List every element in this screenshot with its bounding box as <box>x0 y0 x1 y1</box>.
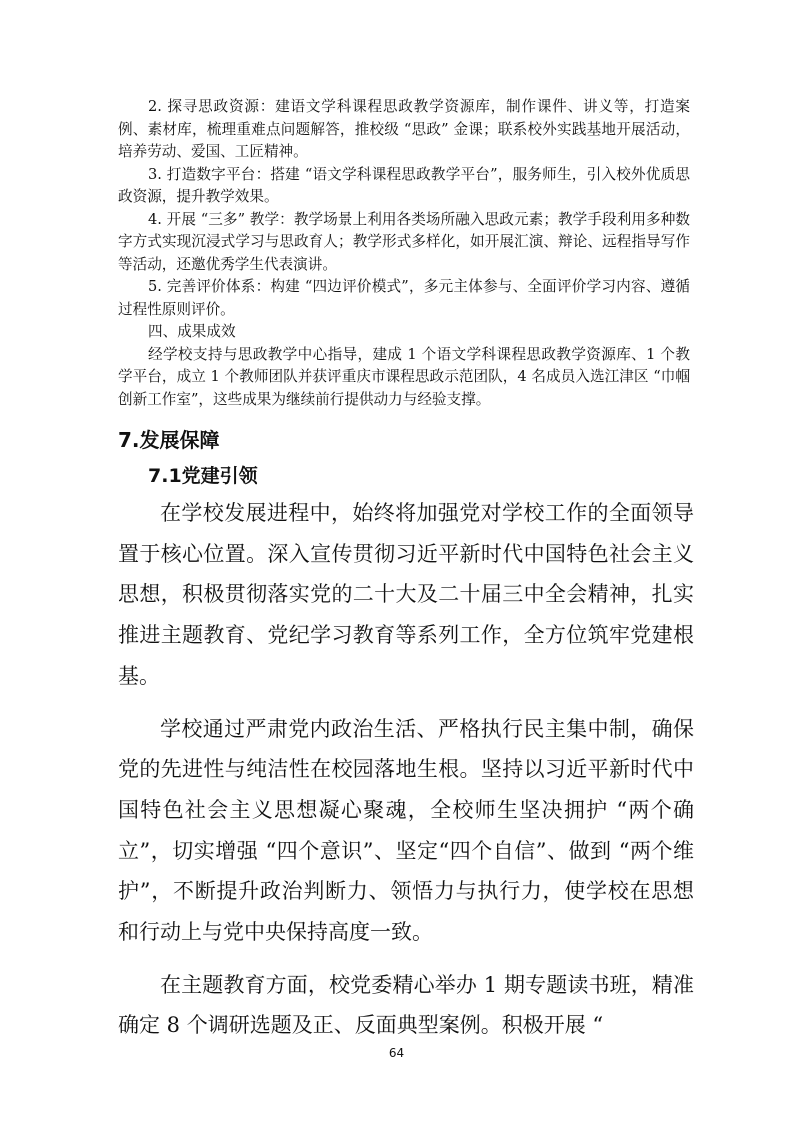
item-4-text: 4. 开展 “三多” 教学：教学场景上利用各类场所融入思政元素；教学手段利用多种数字方式实现沉浸式学习与思政育人；教学形式多样化，如开展汇演、辩论、远程指导写作等活动，还邀优秀学生代表演讲。 <box>118 210 690 273</box>
small-text-block <box>118 96 690 411</box>
page-number: 64 <box>388 1046 405 1060</box>
item-2-text: 2. 探寻思政资源：建语文学科课程思政教学资源库，制作课件、讲义等，打造案例、素材库，梳理重难点问题解答，推校级 “思政” 金课；联系校外实践基地开展活动，培养劳动、爱国、工匠精神。 <box>118 98 690 160</box>
body-paragraph-2: 学校通过严肃党内政治生活、严格执行民主集中制，确保党的先进性与纯洁性在校园落地生根。坚持以习近平新时代中国特色社会主义思想凝心聚魂，全校师生坚决拥护 “两个确立”，切实增强 “四个意识”、坚定“四个自信”、做到 “两个维护”，不断提升政治判断力、领悟力与执行力，使学校在思想和行动上与党中央保持高度一致。 <box>118 716 694 945</box>
body-text <box>118 493 694 1058</box>
body-paragraph-1: 在学校发展进程中，始终将加强党对学校工作的全面领导置于核心位置。深入宣传贯彻习近平新时代中国特色社会主义思想，积极贯彻落实党的二十大及二十届三中全会精神，扎实推进主题教育、党纪学习教育等系列工作，全方位筑牢党建根基。 <box>118 501 694 688</box>
item-3-text: 3. 打造数字平台：搭建 “语文学科课程思政教学平台”，服务师生，引入校外优质思政资源，提升教学效果。 <box>118 165 690 205</box>
body-paragraph-3: 在主题教育方面，校党委精心举办 1 期专题读书班，精准确定 8 个调研选题及正、反面典型案例。积极开展 “ <box>118 972 694 1038</box>
section-4-text: 经学校支持与思政教学中心指导，建成 1 个语文学科课程思政教学资源库、1 个教学平台，成立 1 个教师团队并获评重庆市课程思政示范团队，4 名成员入选江津区 “巾帼创新工作室”，这些成果为继续前行提供动力与经验支撑。 <box>118 345 690 408</box>
heading-7: 7.发展保障 <box>118 428 220 452</box>
heading-7-1: 7.1党建引领 <box>148 465 258 487</box>
section-4-title: 四、成果成效 <box>148 323 236 340</box>
item-5-text: 5. 完善评价体系：构建 “四边评价模式”，多元主体参与、全面评价学习内容、遵循过程性原则评价。 <box>118 278 690 318</box>
